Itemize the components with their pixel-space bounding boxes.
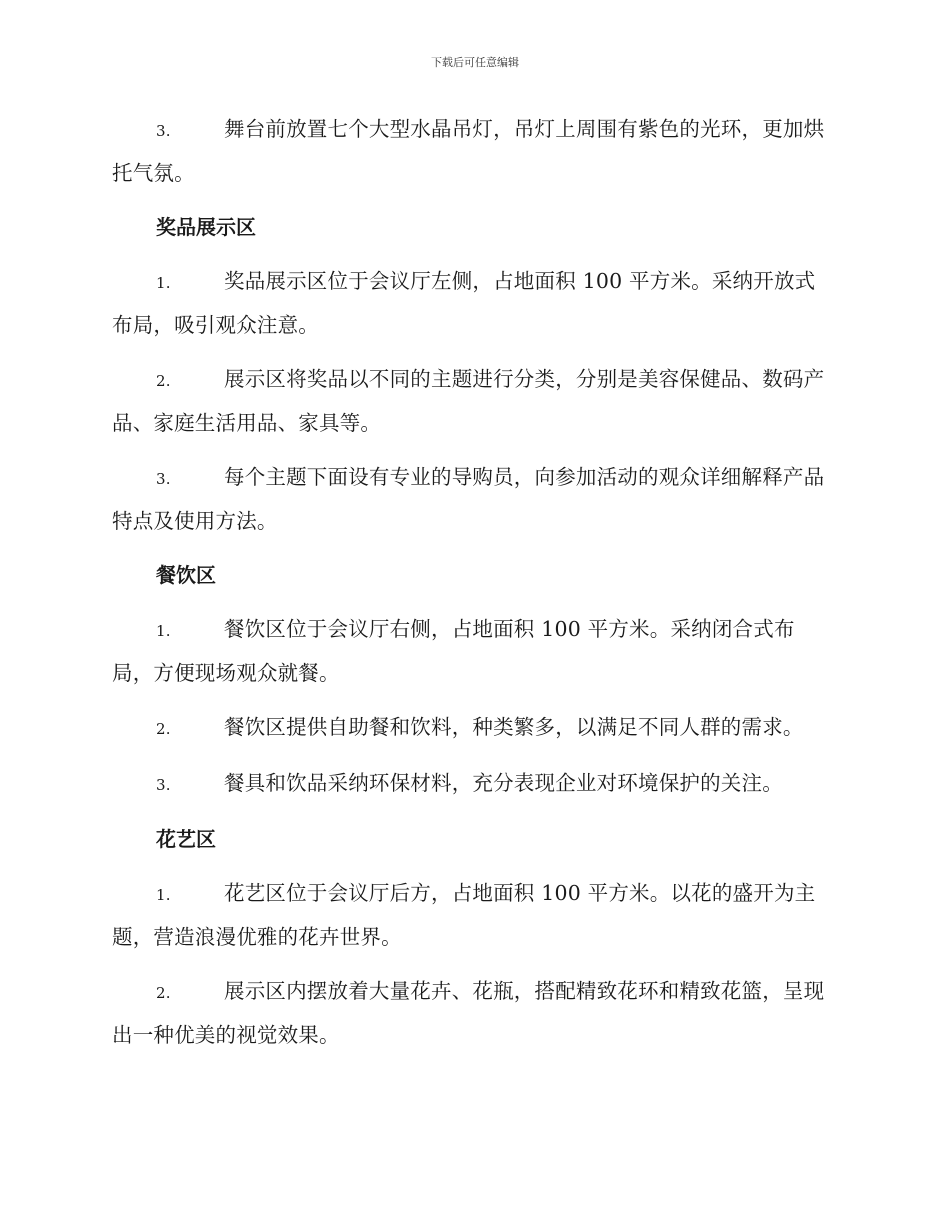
item-number: 1. (156, 622, 171, 640)
list-item (112, 762, 834, 806)
section-heading-prize-area: 奖品展示区 (156, 215, 256, 239)
item-number: 1. (156, 274, 171, 292)
item-number: 3. (156, 470, 171, 488)
list-item (112, 872, 834, 958)
item-number: 2. (156, 372, 171, 390)
list-item (112, 706, 834, 750)
list-item (112, 108, 834, 194)
section-heading-floral-area: 花艺区 (156, 827, 216, 851)
item-number: 2. (156, 984, 171, 1002)
item-text: 餐饮区提供自助餐和饮料，种类繁多，以满足不同人群的需求。 (224, 715, 804, 739)
list-item (112, 970, 834, 1056)
list-item (112, 358, 834, 444)
list-item (112, 456, 834, 542)
item-text: 每个主题下面设有专业的导购员，向参加活动的观众详细解释产品特点及使用方法。 (112, 465, 825, 533)
item-text: 舞台前放置七个大型水晶吊灯，吊灯上周围有紫色的光环，更加烘托气氛。 (112, 117, 825, 185)
list-item (112, 260, 834, 346)
item-text: 展示区内摆放着大量花卉、花瓶，搭配精致花环和精致花篮，呈现出一种优美的视觉效果。 (112, 979, 825, 1047)
document-body (112, 108, 834, 1068)
item-number: 2. (156, 720, 171, 738)
item-text: 餐饮区位于会议厅右侧，占地面积 100 平方米。采纳闭合式布局，方便现场观众就餐。 (112, 617, 795, 685)
item-number: 3. (156, 776, 171, 794)
section-heading-dining-area: 餐饮区 (156, 563, 216, 587)
item-number: 1. (156, 886, 171, 904)
item-text: 展示区将奖品以不同的主题进行分类，分别是美容保健品、数码产品、家庭生活用品、家具等。 (112, 367, 825, 435)
page-header: 下载后可任意编辑 (431, 56, 519, 69)
item-text: 花艺区位于会议厅后方，占地面积 100 平方米。以花的盛开为主题，营造浪漫优雅的花卉世界。 (112, 881, 816, 949)
list-item (112, 608, 834, 694)
item-text: 餐具和饮品采纳环保材料，充分表现企业对环境保护的关注。 (224, 771, 783, 795)
item-text: 奖品展示区位于会议厅左侧，占地面积 100 平方米。采纳开放式布局，吸引观众注意。 (112, 269, 816, 337)
item-number: 3. (156, 122, 171, 140)
